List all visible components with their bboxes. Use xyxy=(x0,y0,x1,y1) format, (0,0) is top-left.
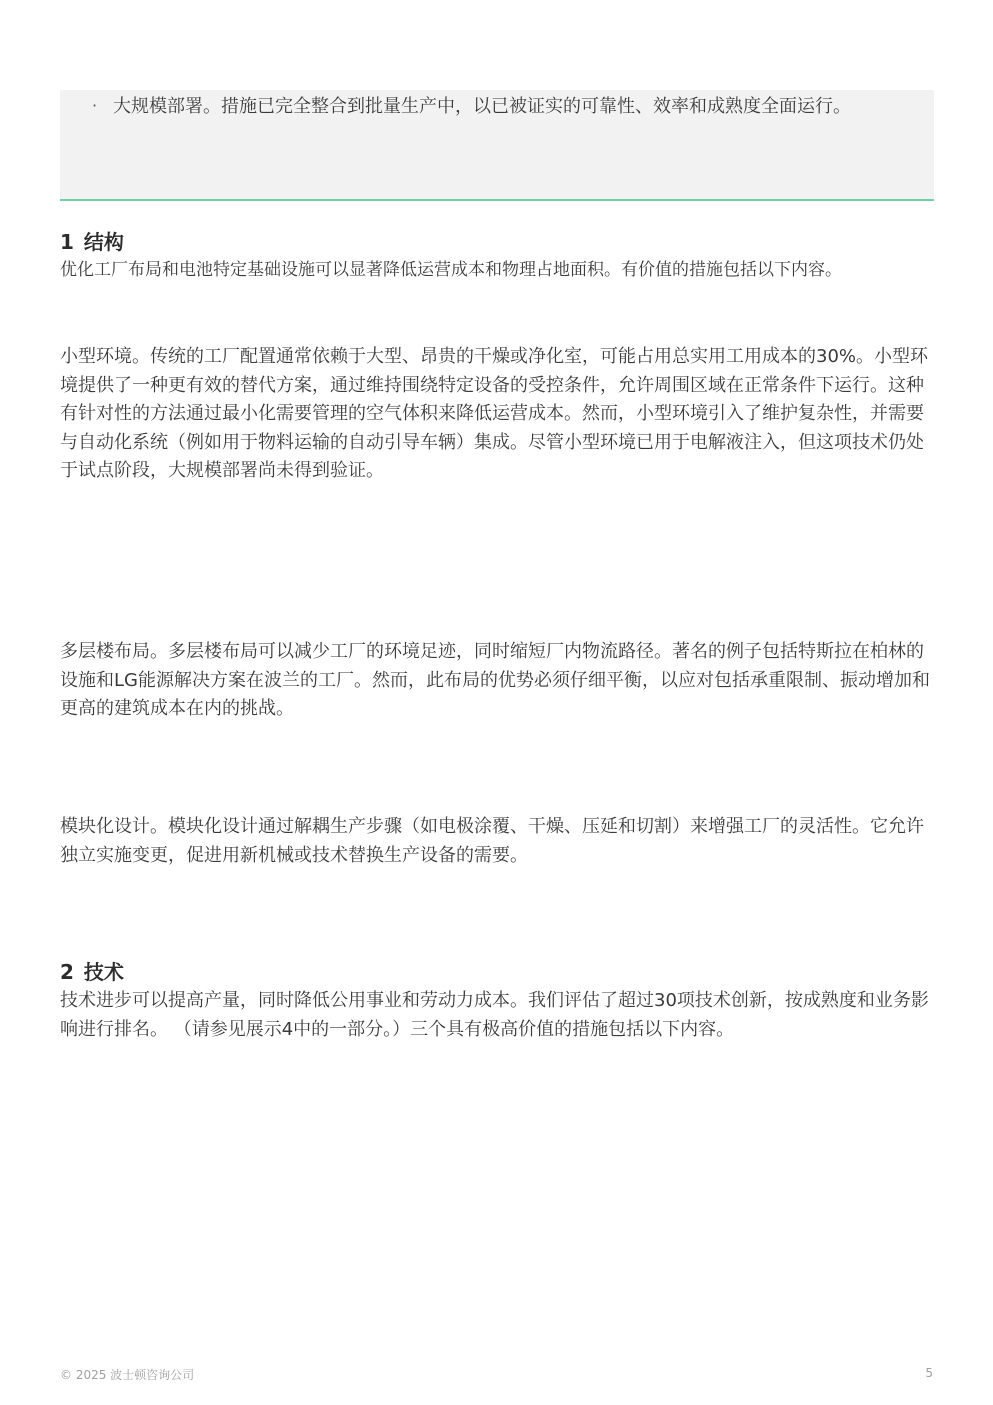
section-intro-paragraph: 技术进步可以提高产量，同时降低公用事业和劳动力成本。我们评估了超过30项技术创新，按成熟度和业务影响进行排名。 （请参见展示4中的一部分。）三个具有极高价值的措施包括以下内容。 xyxy=(60,990,929,1040)
section-number: 2 xyxy=(60,960,74,984)
section-title: 技术 xyxy=(83,960,124,984)
section-heading-technology xyxy=(60,958,124,986)
callout-bullet-text: 大规模部署。措施已完全整合到批量生产中，以已被证实的可靠性、效率和成熟度全面运行。 xyxy=(113,96,851,117)
bullet-dot: · xyxy=(92,96,98,115)
paragraph-modular-design: 模块化设计。模块化设计通过解耦生产步骤（如电极涂覆、干燥、压延和切割）来增强工厂的灵活性。它允许独立实施变更，促进用新机械或技术替换生产设备的需要。 xyxy=(60,816,924,866)
page-number: 5 xyxy=(925,1366,933,1380)
paragraph-multistory-layout: 多层楼布局。多层楼布局可以减少工厂的环境足迹，同时缩短厂内物流路径。著名的例子包括特斯拉在柏林的设施和LG能源解决方案在波兰的工厂。然而，此布局的优势必须仔细平衡，以应对包括承重限制、振动增加和更高的建筑成本在内的挑战。 xyxy=(60,641,930,719)
section-heading-structure xyxy=(60,228,124,256)
paragraph-mini-environment: 小型环境。传统的工厂配置通常依赖于大型、昂贵的干燥或净化室，可能占用总实用工用成本的30%。小型环境提供了一种更有效的替代方案，通过维持围绕特定设备的受控条件，允许周围区域在正常条件下运行。这种有针对性的方法通过最小化需要管理的空气体积来降低运营成本。然而，小型环境引入了维护复杂性，并需要与自动化系统（例如用于物料运输的自动引导车辆）集成。尽管小型环境已用于电解液注入，但这项技术仍处于试点阶段，大规模部署尚未得到验证。 xyxy=(60,346,929,481)
section-intro-paragraph: 优化工厂布局和电池特定基础设施可以显著降低运营成本和物理占地面积。有价值的措施包括以下内容。 xyxy=(60,260,842,280)
maturity-callout-box xyxy=(60,90,934,201)
section-title: 结构 xyxy=(83,230,124,254)
section-number: 1 xyxy=(60,230,74,254)
footer-copyright: © 2025 波士顿咨询公司 xyxy=(60,1368,195,1382)
